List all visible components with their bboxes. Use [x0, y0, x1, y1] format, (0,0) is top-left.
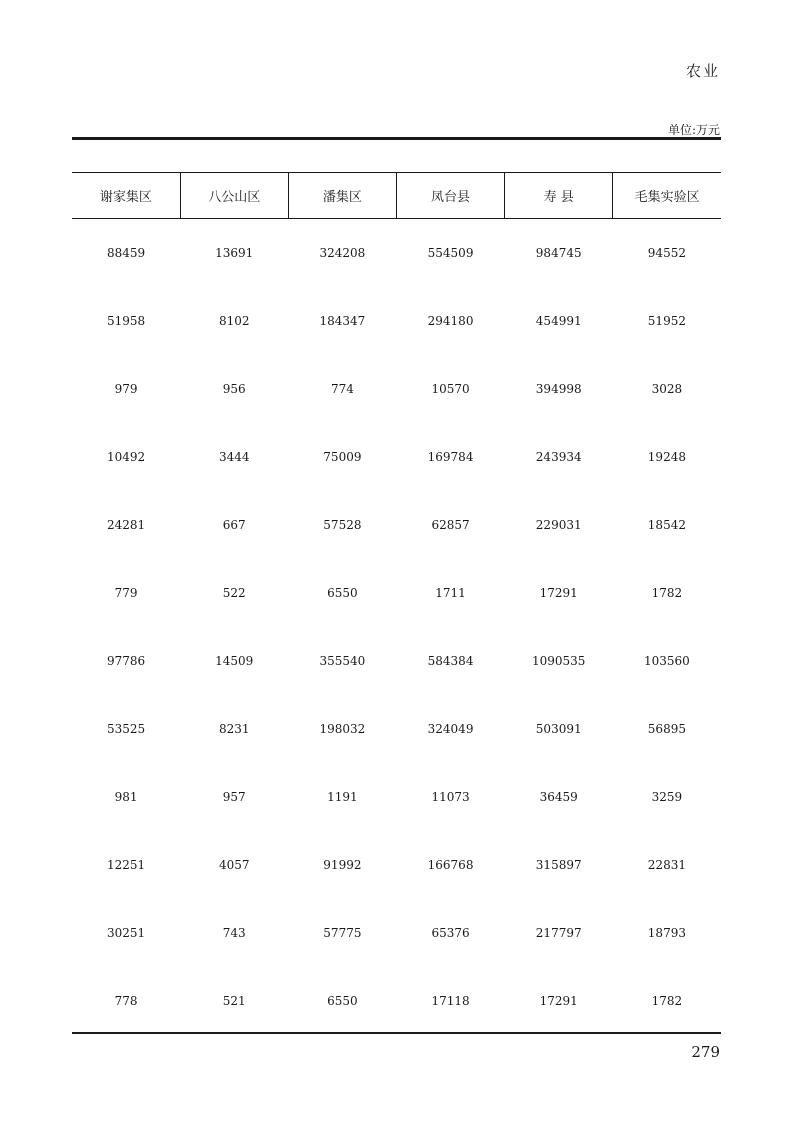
table-cell: 12251 [106, 858, 146, 872]
table-cell: 3259 [651, 790, 683, 804]
table-cell: 6550 [327, 586, 358, 600]
table-cell: 3028 [651, 382, 683, 396]
statistics-table [72, 172, 721, 1035]
table-cell: 97786 [106, 654, 146, 668]
column-header: 谢家集区 [72, 173, 180, 219]
table-cell: 57775 [323, 926, 362, 940]
table-cell: 8231 [218, 722, 250, 736]
unit-label: 单位:万元 [667, 123, 720, 137]
table-cell: 18542 [647, 518, 686, 532]
table-cell: 778 [114, 994, 138, 1008]
column-header: 八公山区 [180, 173, 288, 219]
table-row [72, 491, 721, 559]
section-title: 农业 [685, 62, 720, 80]
table-row [72, 355, 721, 423]
table-cell: 394998 [535, 382, 582, 396]
table-cell: 779 [114, 586, 138, 600]
table-cell: 1090535 [531, 654, 586, 668]
table-cell: 198032 [319, 722, 366, 736]
table-cell: 743 [222, 926, 246, 940]
table-row [72, 627, 721, 695]
table-cell: 584384 [427, 654, 474, 668]
table-cell: 1782 [651, 994, 683, 1008]
table-row [72, 695, 721, 763]
table-cell: 56895 [647, 722, 686, 736]
table-cell: 324208 [319, 246, 366, 260]
table-cell: 65376 [431, 926, 470, 940]
table-cell: 17291 [539, 586, 578, 600]
table-row [72, 559, 721, 627]
table-cell: 294180 [427, 314, 474, 328]
table-cell: 10492 [106, 450, 146, 464]
table-row [72, 423, 721, 491]
header-row [72, 173, 721, 219]
table-row [72, 967, 721, 1035]
table-cell: 14509 [215, 654, 254, 668]
column-header: 凤台县 [396, 173, 504, 219]
table-cell: 957 [222, 790, 246, 804]
top-rule [72, 137, 721, 140]
table-cell: 1711 [435, 586, 466, 600]
table-cell: 979 [114, 382, 138, 396]
table-cell: 75009 [323, 450, 362, 464]
table-cell: 11073 [431, 790, 470, 804]
table-cell: 774 [330, 382, 354, 396]
table-cell: 184347 [319, 314, 366, 328]
table-header [72, 173, 721, 219]
table-cell: 91992 [323, 858, 362, 872]
column-header: 潘集区 [288, 173, 396, 219]
table-cell: 24281 [106, 518, 146, 532]
table-cell: 53525 [106, 722, 146, 736]
column-header: 毛集实验区 [613, 173, 721, 219]
table-row [72, 831, 721, 899]
table-cell: 3444 [218, 450, 250, 464]
column-header: 寿 县 [505, 173, 613, 219]
table-cell: 355540 [319, 654, 366, 668]
table-cell: 103560 [643, 654, 690, 668]
table-cell: 51952 [647, 314, 686, 328]
table-cell: 454991 [535, 314, 582, 328]
table-cell: 88459 [106, 246, 146, 260]
table-cell: 4057 [218, 858, 250, 872]
table-cell: 315897 [535, 858, 582, 872]
table-cell: 1191 [327, 790, 358, 804]
table-row [72, 763, 721, 831]
table-row [72, 219, 721, 288]
table-cell: 229031 [535, 518, 582, 532]
table-cell: 17291 [539, 994, 578, 1008]
table-cell: 57528 [323, 518, 362, 532]
table-cell: 984745 [535, 246, 582, 260]
table-cell: 19248 [647, 450, 686, 464]
table-cell: 6550 [327, 994, 358, 1008]
table-cell: 166768 [427, 858, 474, 872]
table-cell: 8102 [218, 314, 250, 328]
page-number: 279 [691, 1043, 720, 1061]
table-row [72, 287, 721, 355]
table-cell: 243934 [535, 450, 582, 464]
table-cell: 503091 [535, 722, 582, 736]
bottom-rule [72, 1032, 721, 1034]
table-cell: 10570 [431, 382, 470, 396]
table-cell: 51958 [106, 314, 146, 328]
table-cell: 36459 [539, 790, 578, 804]
table-cell: 13691 [215, 246, 254, 260]
table-cell: 667 [222, 518, 246, 532]
table-cell: 18793 [647, 926, 686, 940]
table-cell: 62857 [431, 518, 470, 532]
table-cell: 981 [114, 790, 138, 804]
table-cell: 30251 [106, 926, 146, 940]
table-cell: 324049 [427, 722, 474, 736]
table-cell: 22831 [647, 858, 686, 872]
table-cell: 1782 [651, 586, 683, 600]
table-cell: 217797 [535, 926, 582, 940]
table-row [72, 899, 721, 967]
table-cell: 956 [222, 382, 246, 396]
table-cell: 17118 [431, 994, 470, 1008]
table-cell: 522 [222, 586, 246, 600]
table-cell: 94552 [647, 246, 686, 260]
table-cell: 554509 [427, 246, 474, 260]
table-body [72, 219, 721, 1036]
table-cell: 169784 [427, 450, 474, 464]
table-cell: 521 [222, 994, 246, 1008]
